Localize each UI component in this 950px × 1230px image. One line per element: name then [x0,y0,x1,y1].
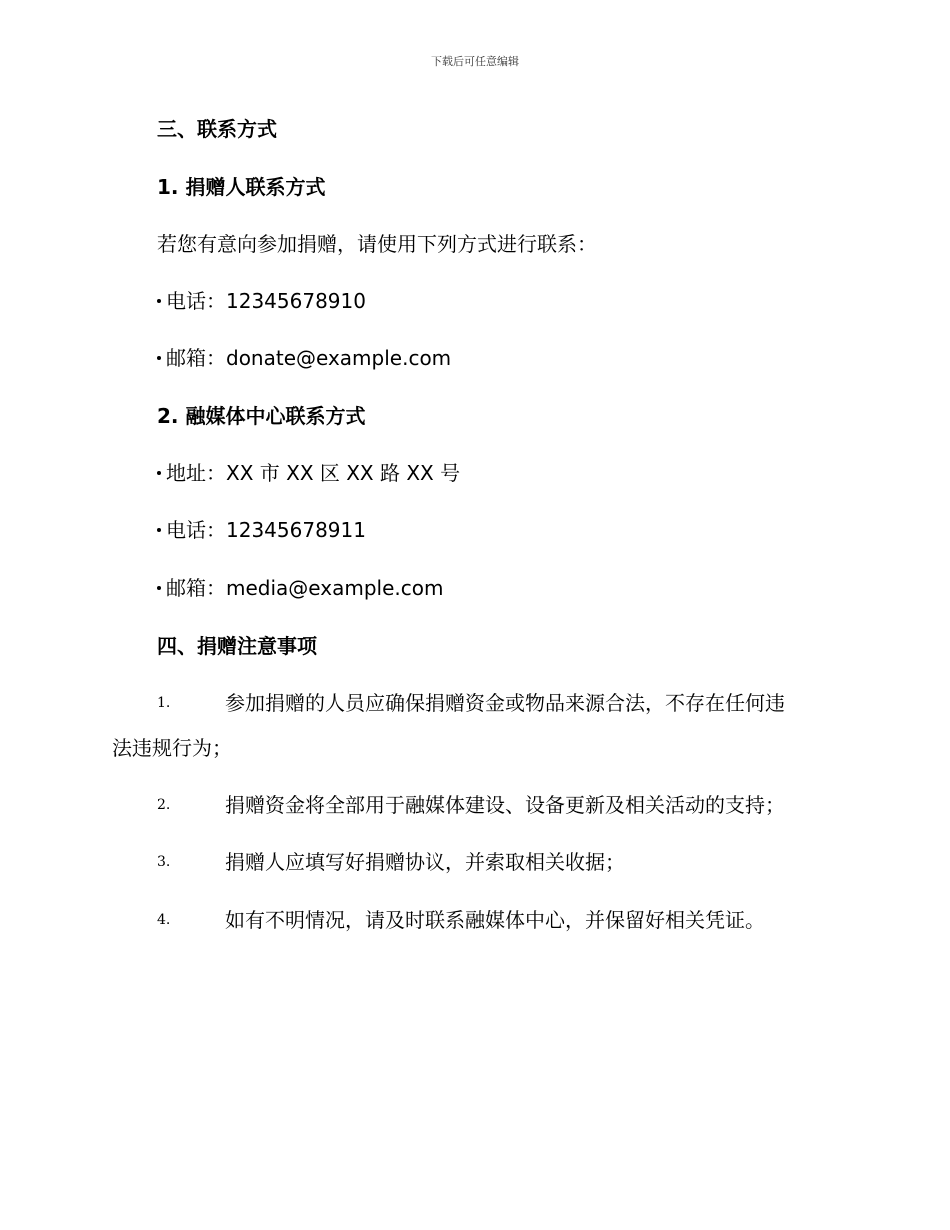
media-email [157,575,443,601]
list-item-text: 参加捐赠的人员应确保捐赠资金或物品来源合法，不存在任何违 [225,691,785,715]
list-item-text: 如有不明情况，请及时联系融媒体中心，并保留好相关凭证。 [225,908,765,932]
media-address-text: 地址：XX 市 XX 区 XX 路 XX 号 [166,461,461,485]
media-center-contact-title: 2. 融媒体中心联系方式 [157,404,366,428]
donor-contact-title: 1. 捐赠人联系方式 [157,175,326,199]
media-phone [157,517,366,543]
donor-phone [157,288,366,314]
list-item-number: 1. [157,695,171,711]
bullet-icon [157,356,161,360]
donor-phone-text: 电话：12345678910 [166,289,366,313]
list-item-number: 3. [157,854,171,870]
section-3-title: 三、联系方式 [157,117,277,141]
donor-email [157,345,451,371]
list-item-text: 捐赠资金将全部用于融媒体建设、设备更新及相关活动的支持； [225,793,785,817]
bullet-icon [157,586,161,590]
page-header: 下载后可任意编辑 [431,55,519,68]
donor-email-text: 邮箱：donate@example.com [166,346,452,370]
donor-contact-intro: 若您有意向参加捐赠，请使用下列方式进行联系： [157,232,597,256]
media-address [157,460,460,486]
bullet-icon [157,471,161,475]
media-email-text: 邮箱：media@example.com [166,576,444,600]
list-item-continuation: 法违规行为； [112,736,232,760]
section-4-title: 四、捐赠注意事项 [157,634,317,658]
media-phone-text: 电话：12345678911 [166,518,366,542]
list-item-number: 4. [157,912,171,928]
bullet-icon [157,299,161,303]
list-item-number: 2. [157,797,171,813]
bullet-icon [157,528,161,532]
list-item-text: 捐赠人应填写好捐赠协议，并索取相关收据； [225,850,625,874]
